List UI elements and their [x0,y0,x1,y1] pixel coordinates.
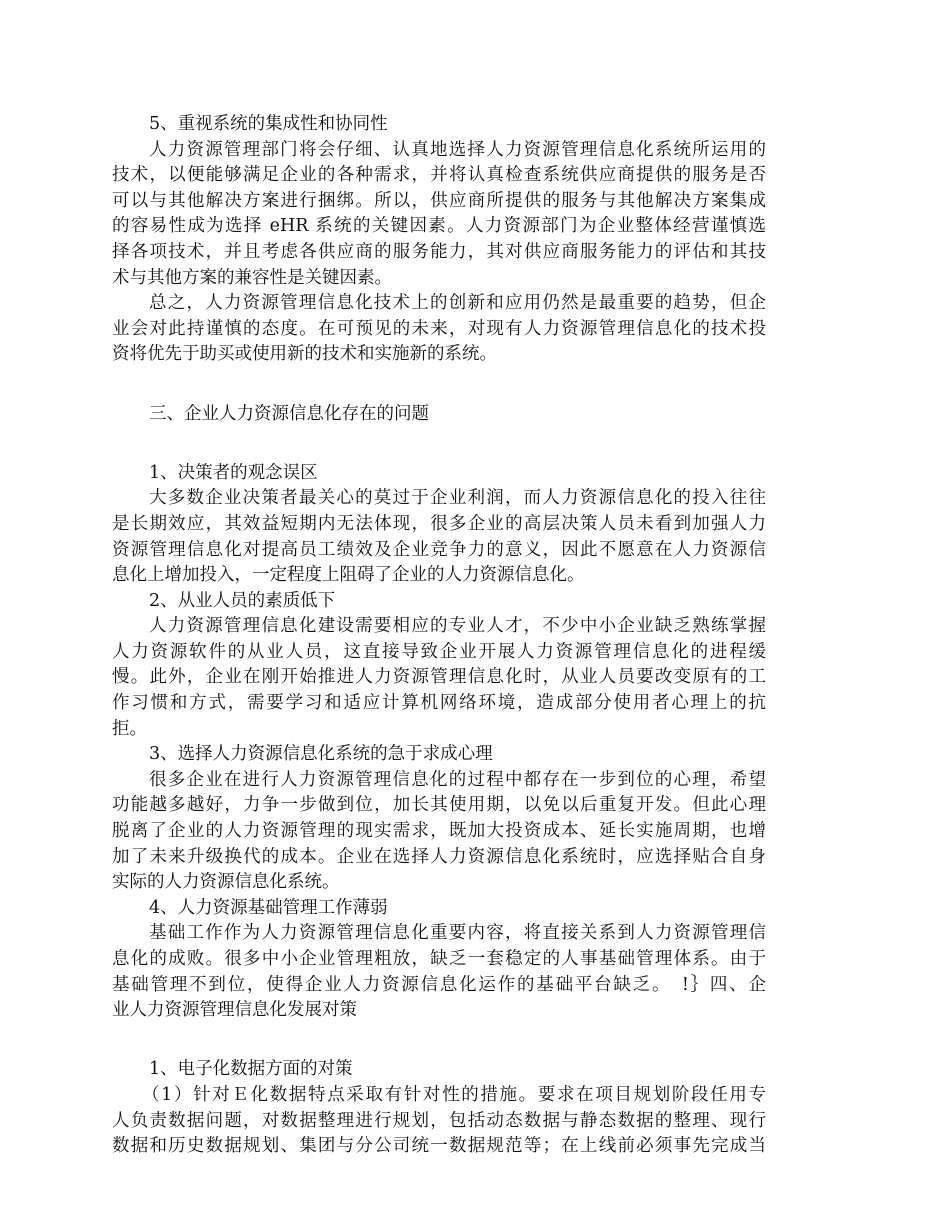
paragraph-line: 可以与其他解决方案进行捆绑。所以，供应商所提供的服务与其他解决方案集成 [112,190,766,211]
spacer [112,453,766,461]
paragraph-line: 基础工作作为人力资源管理信息化重要内容，将直接关系到人力资源管理信 [149,923,766,944]
spacer [112,427,766,453]
paragraph-line: 业会对此持谨慎的态度。在可预见的未来，对现有人力资源管理信息化的技术投 [112,318,766,339]
paragraph-line: 人力资源管理部门将会仔细、认真地选择人力资源管理信息化系统所运用的 [149,139,766,160]
paragraph-line: 资将优先于助买或使用新的技术和实施新的系统。 [112,344,497,365]
problem-heading-2: 2、从业人员的素质低下 [149,590,336,611]
paragraph-line: 数据和历史数据规划、集团与分公司统一数据规范等；在上线前必须事先完成当 [112,1136,766,1157]
part-heading-3: 三、企业人力资源信息化存在的问题 [149,403,429,424]
paragraph-line: 息化的成败。很多中小企业管理粗放，缺乏一套稳定的人事基础管理体系。由于 [112,949,766,969]
paragraph-line: 慢。此外，企业在刚开始推进人力资源管理信息化时，从业人员要改变原有的工 [112,667,766,688]
paragraph-line: 基础管理不到位，使得企业人力资源信息化运作的基础平台缺乏。 !｝四、企 [112,974,766,995]
paragraph-line: 息化上增加投入，一定程度上阻碍了企业的人力资源信息化。 [112,565,585,586]
paragraph-line: 大多数企业决策者最关心的莫过于企业利润，而人力资源信息化的投入往往 [149,488,766,509]
paragraph-line: 术与其他方案的兼容性是关键因素。 [112,267,392,288]
paragraph-line: 技术，以便能够满足企业的各种需求，并将认真检查系统供应商提供的服务是否 [112,165,766,186]
paragraph-line: 人负责数据问题，对数据整理进行规划，包括动态数据与静态数据的整理、现行 [112,1110,766,1131]
problem-heading-4: 4、人力资源基础管理工作薄弱 [149,897,388,918]
paragraph-line: 很多企业在进行人力资源管理信息化的过程中都存在一步到位的心理，希望 [149,769,766,790]
paragraph-line: 的容易性成为选择 eHR 系统的关键因素。人力资源部门为企业整体经营谨慎选 [112,216,766,237]
spacer [112,1049,766,1057]
paragraph-line: （1）针对Ｅ化数据特点采取有针对性的措施。要求在项目规划阶段任用专 [142,1084,766,1105]
problem-heading-1: 1、决策者的观念误区 [149,462,318,483]
paragraph-line: 功能越多越好，力争一步做到位，加长其使用期，以免以后重复开发。但此心理 [112,795,766,816]
spacer [112,368,766,394]
paragraph-line: 人力资源软件的从业人员，这直接导致企业开展人力资源管理信息化的进程缓 [112,641,766,662]
paragraph-line: 人力资源管理信息化建设需要相应的专业人才，不少中小企业缺乏熟练掌握 [149,616,766,637]
paragraph-line: 作习惯和方式，需要学习和适应计算机网络环境，造成部分使用者心理上的抗 [112,693,766,714]
paragraph-line: 加了未来升级换代的成本。企业在选择人力资源信息化系统时，应选择贴合自身 [112,846,766,867]
paragraph-line: 实际的人力资源信息化系统。 [112,872,340,893]
paragraph-line: 业人力资源管理信息化发展对策 [112,1000,357,1021]
paragraph-line: 资源管理信息化对提高员工绩效及企业竞争力的意义，因此不愿意在人力资源信 [112,539,766,560]
document-page [112,112,766,1160]
paragraph-line: 脱离了企业的人力资源管理的现实需求，既加大投资成本、延长实施周期，也增 [112,821,766,842]
problem-heading-3: 3、选择人力资源信息化系统的急于求成心理 [149,744,493,765]
spacer [112,1024,766,1050]
countermeasure-heading-1: 1、电子化数据方面的对策 [149,1059,353,1080]
section-heading-5: 5、重视系统的集成性和协同性 [149,114,388,134]
paragraph-line: 拒。 [112,718,147,739]
spacer [112,394,766,402]
paragraph-line: 是长期效应，其效益短期内无法体现，很多企业的高层决策人员未看到加强人力 [112,513,766,534]
paragraph-line: 总之，人力资源管理信息化技术上的创新和应用仍然是最重要的趋势，但企 [149,293,766,314]
paragraph-line: 择各项技术，并且考虑各供应商的服务能力，其对供应商服务能力的评估和其技 [112,241,766,262]
